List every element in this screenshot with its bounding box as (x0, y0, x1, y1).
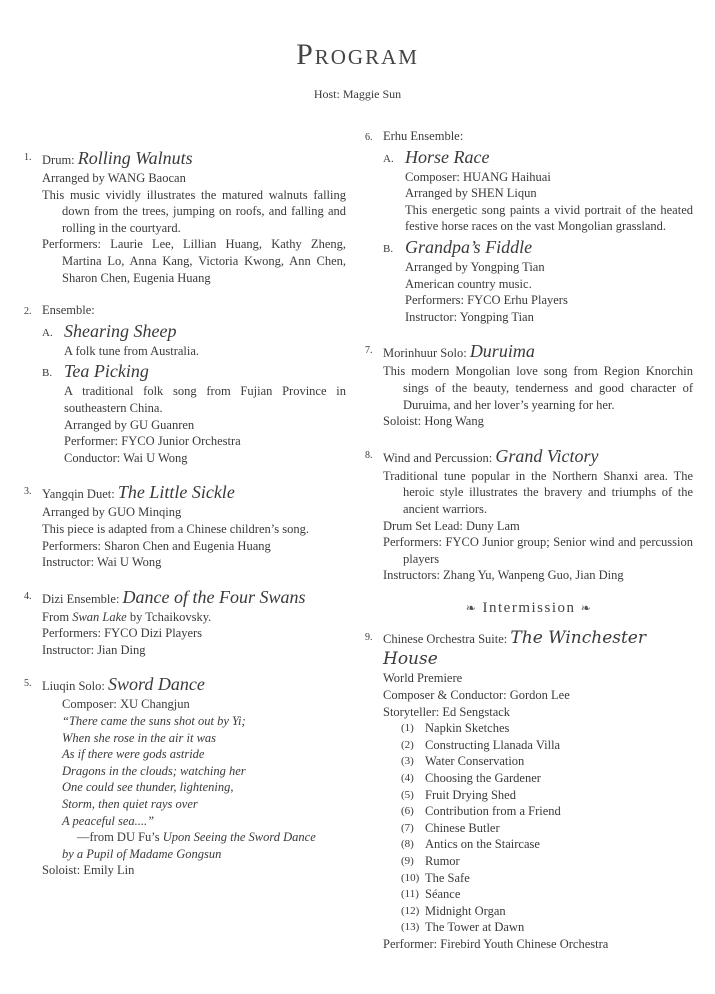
movement-title: Choosing the Gardener (425, 771, 541, 786)
movement-number: (7) (401, 821, 414, 834)
composer-conductor: Composer & Conductor: Gordon Lee (383, 688, 570, 703)
movement-number: (2) (401, 738, 414, 751)
soloist: Soloist: Hong Wang (383, 414, 484, 429)
movement-title: Napkin Sketches (425, 721, 510, 736)
work-title: Duruima (469, 341, 535, 362)
movement-title: Midnight Organ (425, 903, 506, 918)
item-number: 6. (365, 132, 373, 143)
program-item-8 (365, 446, 693, 584)
work-title: Dance of the Four Swans (122, 586, 306, 607)
movement (383, 820, 693, 837)
swan-lake-title: Swan Lake (72, 609, 127, 624)
instructor: Instructor: Yongping Tian (405, 309, 534, 324)
work-title: Sword Dance (107, 674, 205, 695)
performers: Performers: Laurie Lee, Lillian Huang, Kathy Zheng, Martina Lo, Anna Kang, Victoria Kwong, Ann Chen, Sharon Chen, Eugenia Huang (42, 237, 346, 285)
program-item-9 (365, 628, 693, 952)
work-title: Rolling Walnuts (77, 148, 193, 168)
sub-letter: A. (383, 152, 394, 165)
movement-number: (8) (401, 838, 414, 851)
premiere-note: World Premiere (383, 671, 463, 686)
arranger: Arranged by GUO Minqing (42, 505, 182, 520)
program-column-left (24, 148, 346, 895)
movement-number: (10) (401, 871, 420, 884)
poem-line: One could see thunder, lightening, (62, 780, 234, 795)
movement-number: (13) (401, 921, 420, 934)
intermission-label: Intermission (482, 599, 576, 616)
credit-prefix: —from DU Fu’s (77, 830, 160, 845)
movement (383, 870, 693, 887)
conductor: Conductor: Wai U Wong (64, 450, 188, 465)
credit-title-cont: by a Pupil of Madame Gongsun (62, 846, 222, 861)
instructors: Instructors: Zhang Yu, Wanpeng Guo, Jian Ding (383, 568, 624, 583)
program-item-2 (24, 302, 346, 466)
item-number: 4. (24, 590, 32, 602)
arranger: Arranged by Yongping Tian (405, 259, 545, 274)
movement (383, 720, 693, 737)
composer: Composer: XU Changjun (62, 697, 190, 712)
performers: Performers: Sharon Chen and Eugenia Huang (42, 538, 271, 553)
performer: Performer: Firebird Youth Chinese Orchestra (383, 936, 609, 951)
movement-number: (12) (401, 904, 420, 917)
item-number: 9. (365, 632, 373, 644)
description: A traditional folk song from Fujian Province in southeastern China. (64, 384, 346, 415)
item-category: Wind and Percussion: (383, 450, 493, 465)
movement-title: The Tower at Dawn (425, 920, 525, 935)
poem-credit (42, 829, 346, 846)
item-category: Liuqin Solo: (42, 679, 105, 694)
item-number: 2. (24, 306, 32, 318)
item-category: Dizi Ensemble: (42, 591, 120, 606)
host-line: Host: Maggie Sun (313, 87, 402, 101)
program-item-5 (24, 674, 346, 879)
credit-title: Upon Seeing the Sword Dance (162, 830, 316, 845)
movement-list (383, 720, 693, 936)
instructor: Instructor: Wai U Wong (42, 555, 162, 570)
item-category: Chinese Orchestra Suite: (383, 632, 508, 647)
movement-number: (11) (401, 888, 419, 901)
item-category: Yangqin Duet: (42, 487, 115, 502)
movement-number: (6) (401, 805, 414, 818)
sub-letter: B. (42, 367, 53, 380)
movement (383, 919, 693, 936)
arranger: Arranged by WANG Baocan (42, 171, 186, 185)
program-item-3 (24, 482, 346, 570)
movement-number: (9) (401, 855, 414, 867)
fleuron-left-icon: ❧ (465, 600, 478, 615)
poem-line: Storm, then quiet rays over (62, 797, 198, 812)
item-category: Morinhuur Solo: (383, 346, 467, 361)
instructor: Instructor: Jian Ding (42, 642, 146, 657)
work-title: Grandpa’s Fiddle (405, 236, 533, 257)
item-number: 5. (24, 678, 32, 690)
sub-item-a (42, 321, 346, 360)
poem-line: Dragons in the clouds; watching her (62, 763, 246, 778)
soloist: Soloist: Emily Lin (42, 863, 135, 878)
description: Traditional tune popular in the Northern Shanxi area. The heroic style illustrates the bravery and triumphs of the ancient warriors. (383, 468, 693, 516)
movement (383, 753, 693, 770)
work-title: The Winchester House (383, 628, 646, 670)
movement-number: (5) (401, 788, 414, 801)
sub-letter: B. (383, 242, 394, 255)
work-title: The Little Sickle (117, 482, 235, 503)
performers: Performers: FYCO Dizi Players (42, 626, 203, 641)
movement-title: Antics on the Staircase (425, 837, 540, 852)
description: American country music. (405, 276, 532, 291)
work-title: Grand Victory (495, 445, 599, 466)
page-title: Program (296, 38, 419, 71)
movement-title: Séance (425, 887, 461, 902)
movement-title: Contribution from a Friend (425, 804, 561, 819)
sub-item-b (383, 237, 693, 325)
poem-line: “There came the suns shot out by Yi; (62, 714, 246, 729)
movement (383, 770, 693, 787)
movement-title: The Safe (425, 870, 470, 885)
performers: Performers: FYCO Junior group; Senior wind and percussion players (383, 535, 693, 566)
storyteller: Storyteller: Ed Sengstack (383, 704, 511, 719)
program-item-6 (365, 128, 693, 325)
work-title: Horse Race (405, 146, 490, 167)
item-number: 7. (365, 345, 373, 357)
movement (383, 903, 693, 920)
item-category: Erhu Ensemble: (383, 129, 464, 143)
poem (42, 713, 346, 829)
poem-line: As if there were gods astride (62, 747, 205, 762)
work-title: Tea Picking (64, 361, 149, 382)
description: This piece is adapted from a Chinese children’s song. (42, 521, 309, 536)
movement (383, 853, 693, 870)
movement (383, 803, 693, 820)
movement-title: Water Conservation (425, 754, 525, 769)
movement-number: (4) (401, 772, 414, 785)
arranger: Arranged by SHEN Liqun (405, 186, 537, 201)
item-category: Drum: (42, 153, 75, 167)
program-column-right (365, 128, 693, 953)
sub-item-a (383, 147, 693, 235)
composer-text: by Tchaikovsky. (129, 609, 212, 624)
source-line (42, 609, 346, 626)
poem-line: When she rose in the air it was (62, 730, 217, 745)
movement-title: Chinese Butler (425, 820, 500, 835)
sub-letter: A. (42, 326, 53, 339)
program-item-7 (365, 341, 693, 429)
from-text: From (42, 609, 70, 624)
drum-set-lead: Drum Set Lead: Duny Lam (383, 518, 520, 533)
movement-title: Fruit Drying Shed (425, 787, 516, 802)
work-title: Shearing Sheep (64, 320, 177, 341)
description: This music vividly illustrates the matured walnuts falling down from the trees, jumping on roofs, and falling and rolling in the courtyard. (42, 187, 346, 235)
movement-number: (1) (401, 722, 414, 735)
movement (383, 886, 693, 903)
movement (383, 787, 693, 804)
program-item-1 (24, 148, 346, 286)
item-number: 8. (365, 449, 373, 461)
movement-title: Constructing Llanada Villa (425, 737, 561, 752)
performers: Performers: FYCO Erhu Players (405, 293, 568, 308)
sub-item-b (42, 361, 346, 466)
movement (383, 836, 693, 853)
item-category: Ensemble: (42, 303, 95, 318)
item-number: 1. (24, 152, 32, 163)
movement (383, 737, 693, 754)
movement-number: (3) (401, 755, 414, 768)
program-item-4 (24, 587, 346, 659)
description: A folk tune from Australia. (64, 343, 200, 358)
description: This modern Mongolian love song from Region Knorchin sings of the beauty, tenderness and good character of Duruima, and her lover’s yearning for her. (383, 364, 693, 412)
intermission-heading (365, 600, 693, 617)
item-number: 3. (24, 486, 32, 498)
fleuron-right-icon: ❧ (580, 600, 593, 615)
arranger: Arranged by GU Guanren (64, 417, 195, 432)
movement-title: Rumor (425, 854, 460, 868)
composer: Composer: HUANG Haihuai (405, 169, 551, 184)
performer: Performer: FYCO Junior Orchestra (64, 434, 241, 449)
description: This energetic song paints a vivid portrait of the heated festive horse races on the vast Mongolian grassland. (405, 202, 693, 234)
poem-line: A peaceful sea....” (62, 813, 155, 828)
